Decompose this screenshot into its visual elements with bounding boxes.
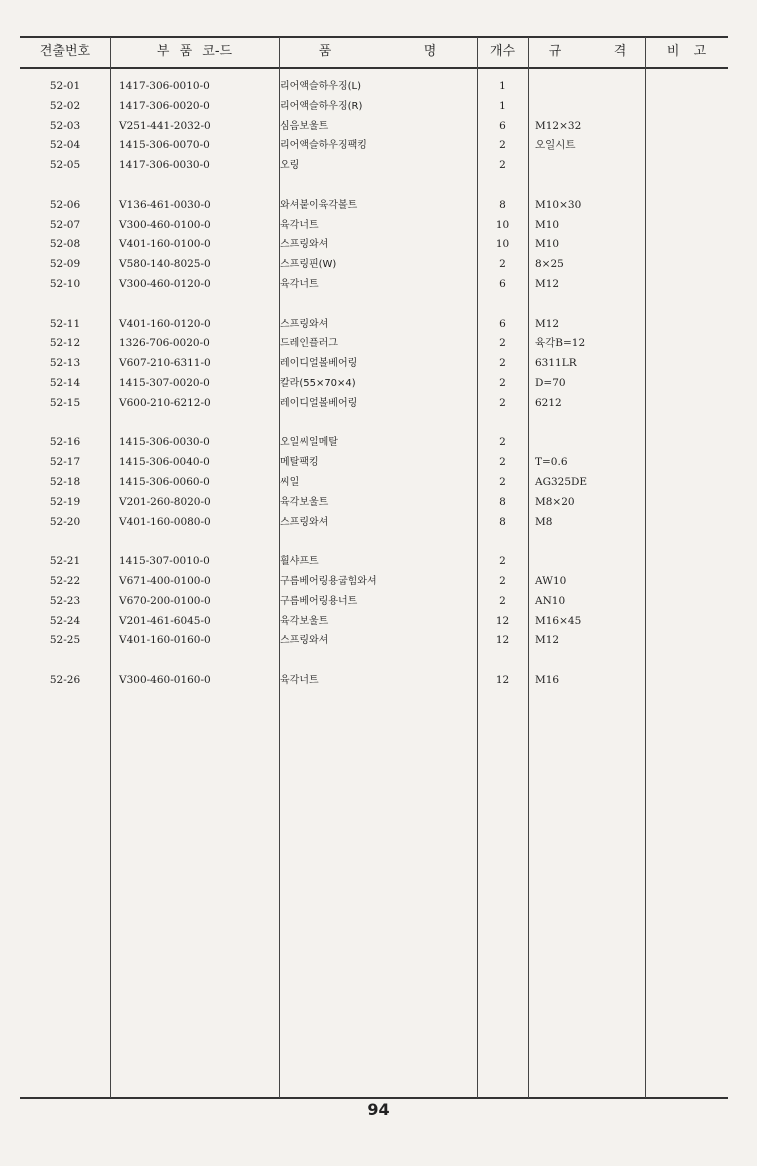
group-spacer [20,414,728,434]
part-name: 와셔붙이육각볼트 [280,199,358,211]
part-spec: AG325DE [535,475,588,488]
part-name: 오링 [280,160,300,172]
part-code: V401-160-0160-0 [119,634,211,647]
part-spec: AN10 [535,594,566,607]
part-number: 52-14 [49,376,81,389]
part-number: 52-01 [49,80,81,92]
part-quantity: 1 [499,99,506,112]
part-name: 리어액슬하우징(R) [280,100,363,112]
part-code: V671-400-0100-0 [119,574,211,587]
header-spec-b: 격 [613,44,627,59]
part-code: V401-160-0080-0 [119,515,211,528]
table-row [20,97,728,117]
part-code: V300-460-0120-0 [119,277,211,290]
part-quantity: 2 [499,475,506,488]
part-code: V300-460-0160-0 [119,673,211,686]
table-row [20,77,728,97]
part-quantity: 2 [499,574,506,587]
part-number: 52-07 [49,218,81,231]
part-code: V201-461-6045-0 [119,614,211,627]
part-spec: M10 [535,218,560,231]
part-code: 1415-307-0010-0 [119,555,210,568]
part-code: 1415-307-0020-0 [119,376,210,389]
part-quantity: 2 [499,159,506,172]
part-spec: M10 [535,238,560,251]
parts-table-body [20,77,728,691]
part-name: 구름베어링용굽힘와셔 [280,575,377,587]
part-number: 52-06 [49,198,81,211]
part-number: 52-05 [49,159,81,172]
part-quantity: 1 [499,80,506,92]
part-name: 레이디얼볼베어링 [280,358,358,370]
part-code: V251-441-2032-0 [119,119,211,132]
part-spec: M8 [535,515,553,528]
table-row [20,275,728,295]
part-name: 리어액슬하우징(L) [280,81,361,92]
table-row [20,433,728,453]
part-number: 52-21 [49,555,81,568]
part-code: 1415-306-0070-0 [119,139,210,152]
part-code: V670-200-0100-0 [119,594,211,607]
part-number: 52-26 [49,673,81,686]
header-qty: 개수 [489,44,516,59]
header-name-b: 명 [423,44,437,59]
part-name: 씨일 [280,476,300,488]
table-row [20,631,728,651]
part-name: 스프링와셔 [280,239,329,251]
part-code: 1415-306-0040-0 [119,456,210,469]
part-quantity: 8 [499,495,506,508]
part-name: 오일씨일메탈 [280,437,338,449]
part-name: 육각너트 [280,674,319,686]
part-number: 52-17 [49,456,81,469]
part-quantity: 2 [499,357,506,370]
part-number: 52-10 [49,277,81,290]
part-name: 메탈팩킹 [280,457,319,469]
table-row [20,216,728,236]
part-code: V600-210-6212-0 [119,396,211,409]
part-quantity: 12 [495,673,510,686]
part-quantity: 6 [499,119,506,132]
header-no: 견출번호 [39,44,91,59]
part-name: 심음보울트 [280,120,329,132]
header-name-a: 품 [318,44,332,59]
part-spec: AW10 [535,574,567,587]
part-spec: M12 [535,277,560,290]
part-name: 스프링와셔 [280,516,329,528]
part-spec: T=0.6 [535,456,568,469]
header-rule [20,67,728,69]
part-spec: 8×25 [535,258,564,271]
part-quantity: 2 [499,376,506,389]
part-name: 스프링와셔 [280,635,329,647]
part-code: 1417-306-0020-0 [119,99,210,112]
part-name: 레이디얼볼베어링 [280,397,358,409]
part-code: V401-160-0120-0 [119,317,211,330]
part-number: 52-18 [49,475,81,488]
table-row [20,572,728,592]
part-spec: 육각B=12 [535,337,586,350]
part-code: 1417-306-0010-0 [119,80,210,92]
part-name: 휠샤프트 [280,556,319,568]
part-name: 스프링와셔 [280,318,329,330]
part-spec: M12 [535,634,560,647]
part-quantity: 10 [495,218,510,231]
part-quantity: 2 [499,337,506,350]
part-number: 52-09 [49,258,81,271]
part-spec: M16 [535,673,560,686]
part-quantity: 2 [499,456,506,469]
part-number: 52-25 [49,634,81,647]
part-number: 52-22 [49,574,81,587]
table-row [20,671,728,691]
part-quantity: 12 [495,614,510,627]
part-number: 52-13 [49,357,81,370]
part-code: 1417-306-0030-0 [119,159,210,172]
part-spec: 6311LR [535,357,577,370]
part-quantity: 8 [499,515,506,528]
part-spec: 6212 [535,396,562,409]
table-row [20,453,728,473]
part-number: 52-11 [49,317,81,330]
table-row [20,473,728,493]
table-row [20,493,728,513]
table-row [20,136,728,156]
header-note: 비 고 [666,44,707,59]
part-quantity: 2 [499,139,506,152]
bottom-rule [20,1097,728,1099]
part-spec: M12×32 [535,119,582,132]
table-row [20,196,728,216]
part-code: 1326-706-0020-0 [119,337,210,350]
part-spec: M8×20 [535,495,575,508]
header-code: 부 품 코-드 [156,44,233,59]
part-number: 52-02 [49,99,81,112]
part-code: V300-460-0100-0 [119,218,211,231]
part-quantity: 2 [499,594,506,607]
part-quantity: 12 [495,634,510,647]
part-code: V201-260-8020-0 [119,495,211,508]
part-code: 1415-306-0030-0 [119,436,210,449]
part-spec: M12 [535,317,560,330]
part-name: 구름베어링용너트 [280,595,358,607]
group-spacer [20,295,728,315]
part-name: 드레인플러그 [280,338,338,350]
table-row [20,394,728,414]
part-name: 육각너트 [280,219,319,231]
part-spec: M16×45 [535,614,582,627]
part-number: 52-24 [49,614,81,627]
part-spec: M10×30 [535,198,582,211]
part-quantity: 2 [499,436,506,449]
part-name: 칼라(55×70×4) [280,377,356,389]
part-quantity: 10 [495,238,510,251]
table-row [20,334,728,354]
group-spacer [20,532,728,552]
part-code: 1415-306-0060-0 [119,475,210,488]
part-number: 52-19 [49,495,81,508]
part-quantity: 8 [499,198,506,211]
part-code: V580-140-8025-0 [119,258,211,271]
part-number: 52-23 [49,594,81,607]
part-number: 52-08 [49,238,81,251]
table-row [20,117,728,137]
part-code: V607-210-6311-0 [119,357,211,370]
table-row [20,513,728,533]
part-name: 리어액슬하우징팩킹 [280,140,367,152]
part-name: 육각보울트 [280,496,329,508]
table-row [20,156,728,176]
part-number: 52-16 [49,436,81,449]
part-code: V401-160-0100-0 [119,238,211,251]
group-spacer [20,651,728,671]
part-name: 스프링핀(W) [280,259,337,271]
part-name: 육각너트 [280,278,319,290]
page-number: 94 [367,1100,390,1119]
table-row [20,354,728,374]
part-number: 52-03 [49,119,81,132]
part-quantity: 2 [499,258,506,271]
part-quantity: 6 [499,277,506,290]
part-quantity: 6 [499,317,506,330]
table-row [20,612,728,632]
group-spacer [20,176,728,196]
part-quantity: 2 [499,396,506,409]
part-spec: 오일시트 [535,139,576,152]
table-row [20,315,728,335]
part-number: 52-20 [49,515,81,528]
part-code: V136-461-0030-0 [119,198,211,211]
header-spec-a: 규 [548,44,562,59]
part-number: 52-04 [49,139,81,152]
part-spec: D=70 [535,376,566,389]
part-quantity: 2 [499,555,506,568]
part-number: 52-15 [49,396,81,409]
part-name: 육각보울트 [280,615,329,627]
table-row [20,552,728,572]
part-number: 52-12 [49,337,81,350]
table-row [20,255,728,275]
table-row [20,592,728,612]
table-row [20,374,728,394]
table-row [20,235,728,255]
